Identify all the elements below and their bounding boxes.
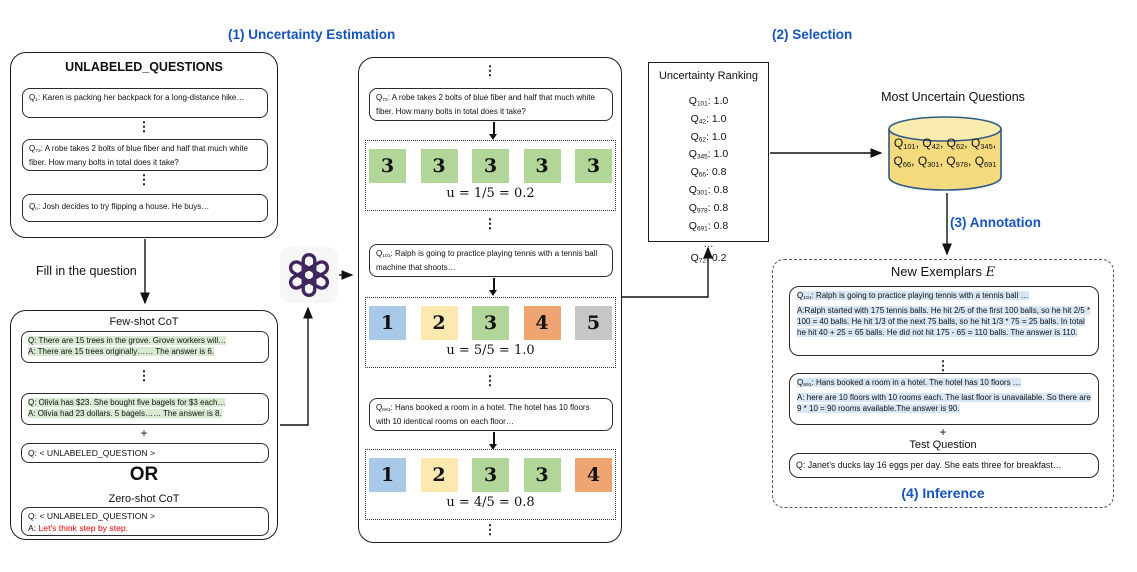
db-questions-line: $Q_{66}$, $Q_{301}$, $Q_{978}$, $Q_{691}$ (893, 154, 997, 169)
test-question-box: Q: Janet's ducks lay 16 eggs per day. She eats three for breakfast… (789, 453, 1099, 478)
down-arrow (493, 278, 495, 290)
unlabeled-question-item: $Q_1$: Karen is packing her backpack for a long-distance hike… (22, 88, 268, 118)
answer-square: 3 (575, 149, 612, 183)
answer-square: 3 (472, 458, 509, 492)
ranking-entry: $Q_{66}$: 0.8 (690, 166, 727, 179)
ellipsis: ⋮ (137, 119, 151, 134)
ranking-entry: $Q_{72}$: 0.2 (690, 251, 727, 265)
fill-in-question-label: Fill in the question (36, 264, 137, 278)
openai-logo-tile (280, 247, 338, 303)
answer-square: 3 (472, 306, 509, 340)
ranking-entry: $Q_{301}$: 0.8 (688, 184, 729, 197)
fewshot-cot-title: Few-shot CoT (109, 316, 179, 328)
ranking-entry: $Q_{101}$: 1.0 (688, 95, 729, 108)
uncertain-questions-db (887, 115, 1003, 193)
down-arrow (493, 122, 495, 134)
exemplar-item (789, 286, 1099, 356)
ellipsis: ⋮ (936, 358, 950, 373)
answer-squares (366, 141, 615, 183)
fewshot-a: A: Olivia had 23 dollars. 5 bagels…… The answer is 8. (28, 409, 222, 418)
exemplar-a: A: here are 10 floors with 10 rooms each. The last floor is unavailable. So there are 9 * 10 = 90 rooms available.The answer is 90. (797, 392, 1091, 414)
ranking-entry: … (703, 237, 714, 250)
estimation-panel (358, 57, 622, 543)
ranking-entry: $Q_{345}$: 1.0 (688, 148, 729, 162)
ellipsis: ⋮ (137, 368, 151, 383)
exemplar-q: $Q_{691}$: Hans booked a room in a hotel. The hotel has 10 floors … (797, 378, 1021, 389)
ranking-entry: $Q_{62}$: 1.0 (690, 130, 727, 144)
answer-square: 5 (575, 306, 612, 340)
new-exemplars-title: New Exemplars E (890, 264, 996, 280)
answers-box (365, 449, 616, 520)
answer-squares (366, 298, 615, 340)
answer-square: 3 (524, 458, 561, 492)
fewshot-q: Q: Olivia has $23. She bought five bagels for $3 each… (28, 398, 226, 407)
plus-sign: + (939, 425, 947, 439)
answer-square: 3 (472, 149, 509, 183)
zeroshot-a-label: A: (28, 522, 39, 533)
fewshot-example (21, 393, 269, 425)
uncertainty-formula: u = 1/5 = 0.2 (446, 186, 535, 201)
db-questions-line: $Q_{101}$, $Q_{42}$, $Q_{62}$, $Q_{345}$, (893, 136, 997, 151)
estimation-question: $Q_{101}$: Ralph is going to practice playing tennis with a tennis ball machine that shoots… (369, 244, 613, 277)
ellipsis: ⋮ (483, 522, 497, 537)
exemplar-item (789, 373, 1099, 425)
answer-square: 1 (369, 306, 406, 340)
header-inference: (4) Inference (901, 485, 985, 501)
header-uncertainty-estimation: (1) Uncertainty Estimation (228, 27, 396, 42)
ellipsis: ⋮ (137, 172, 151, 187)
uncertainty-ranking-box (648, 62, 769, 265)
ranking-entry: $Q_{978}$: 0.8 (688, 201, 729, 215)
arrow-prompt-to-llm (280, 308, 308, 425)
answer-square: 4 (575, 458, 612, 492)
down-arrow (493, 432, 495, 444)
prompt-panel (10, 310, 278, 540)
exemplars-set-symbol: E (985, 265, 996, 280)
uncertainty-formula: u = 5/5 = 1.0 (446, 343, 535, 358)
header-annotation: (3) Annotation (950, 215, 1041, 230)
unlabeled-questions-title: UNLABELED_QUESTIONS (65, 60, 223, 74)
answer-square: 1 (369, 458, 406, 492)
answer-square: 3 (421, 149, 458, 183)
ellipsis: ⋮ (483, 216, 497, 231)
answers-box (365, 297, 616, 368)
ranking-entry: $Q_{691}$: 0.8 (688, 219, 729, 233)
zeroshot-q: Q: < UNLABELED_QUESTION > (28, 511, 156, 521)
exemplar-q: $Q_{101}$: Ralph is going to practice playing tennis with a tennis ball … (797, 291, 1029, 302)
new-exemplars-panel (772, 259, 1114, 508)
test-question-label: Test Question (909, 439, 977, 451)
plus-sign: + (140, 426, 148, 440)
or-label: OR (129, 464, 159, 485)
most-uncertain-questions-title: Most Uncertain Questions (881, 90, 1025, 104)
zeroshot-prompt (21, 507, 269, 536)
estimation-question: $Q_{691}$: Hans booked a room in a hotel. The hotel has 10 floors with 10 identical rooms on each floor… (369, 398, 613, 431)
answer-square: 2 (421, 458, 458, 492)
answer-square: 2 (421, 306, 458, 340)
answer-square: 3 (369, 149, 406, 183)
zeroshot-cot-title: Zero-shot CoT (108, 493, 180, 505)
estimation-question: $Q_{72}$: A robe takes 2 bolts of blue fiber and half that much white fiber. How many bolts in total does it take? (369, 88, 613, 121)
ellipsis: ⋮ (483, 63, 497, 78)
answer-square: 3 (524, 149, 561, 183)
answers-box (365, 140, 616, 211)
ellipsis: ⋮ (483, 373, 497, 388)
unlabeled-question-item: $Q_{72}$: A robe takes 2 bolts of blue fiber and half that much white fiber. How many bolts in total does it take? (22, 139, 268, 171)
unlabeled-question-item: $Q_n$: Josh decides to try flipping a house. He buys… (22, 194, 268, 222)
answer-square: 4 (524, 306, 561, 340)
ranking-list (649, 94, 768, 269)
openai-logo-icon (286, 252, 332, 298)
unlabeled-questions-panel (10, 52, 278, 238)
header-selection: (2) Selection (772, 27, 853, 42)
exemplar-a: A:Ralph started with 175 tennis balls. He hit 2/5 of the first 100 balls, so he hit 2/5 * 100 = 40 balls. He hit 1/3 of the next 75 balls, so he hit 1/3 * 75 = 25 balls. In total he hit 40 + 25 = 65 balls. He did not hit 175 - 65 = 110 balls. The answer is 110. (797, 305, 1091, 338)
fewshot-q: Q: There are 15 trees in the grove. Grove workers will… (28, 336, 227, 345)
fewshot-a: A: There are 15 trees originally…… The answer is 6. (28, 347, 215, 356)
uncertainty-formula: u = 4/5 = 0.8 (446, 495, 535, 510)
zeroshot-a-text: Let's think step by step. (38, 522, 129, 533)
uncertainty-ranking-title: Uncertainty Ranking (658, 70, 759, 82)
ranking-entry: $Q_{42}$: 1.0 (690, 112, 727, 126)
unlabeled-question-slot: Q: < UNLABELED_QUESTION > (21, 443, 269, 463)
fewshot-example (21, 331, 269, 363)
answer-squares (366, 450, 615, 492)
